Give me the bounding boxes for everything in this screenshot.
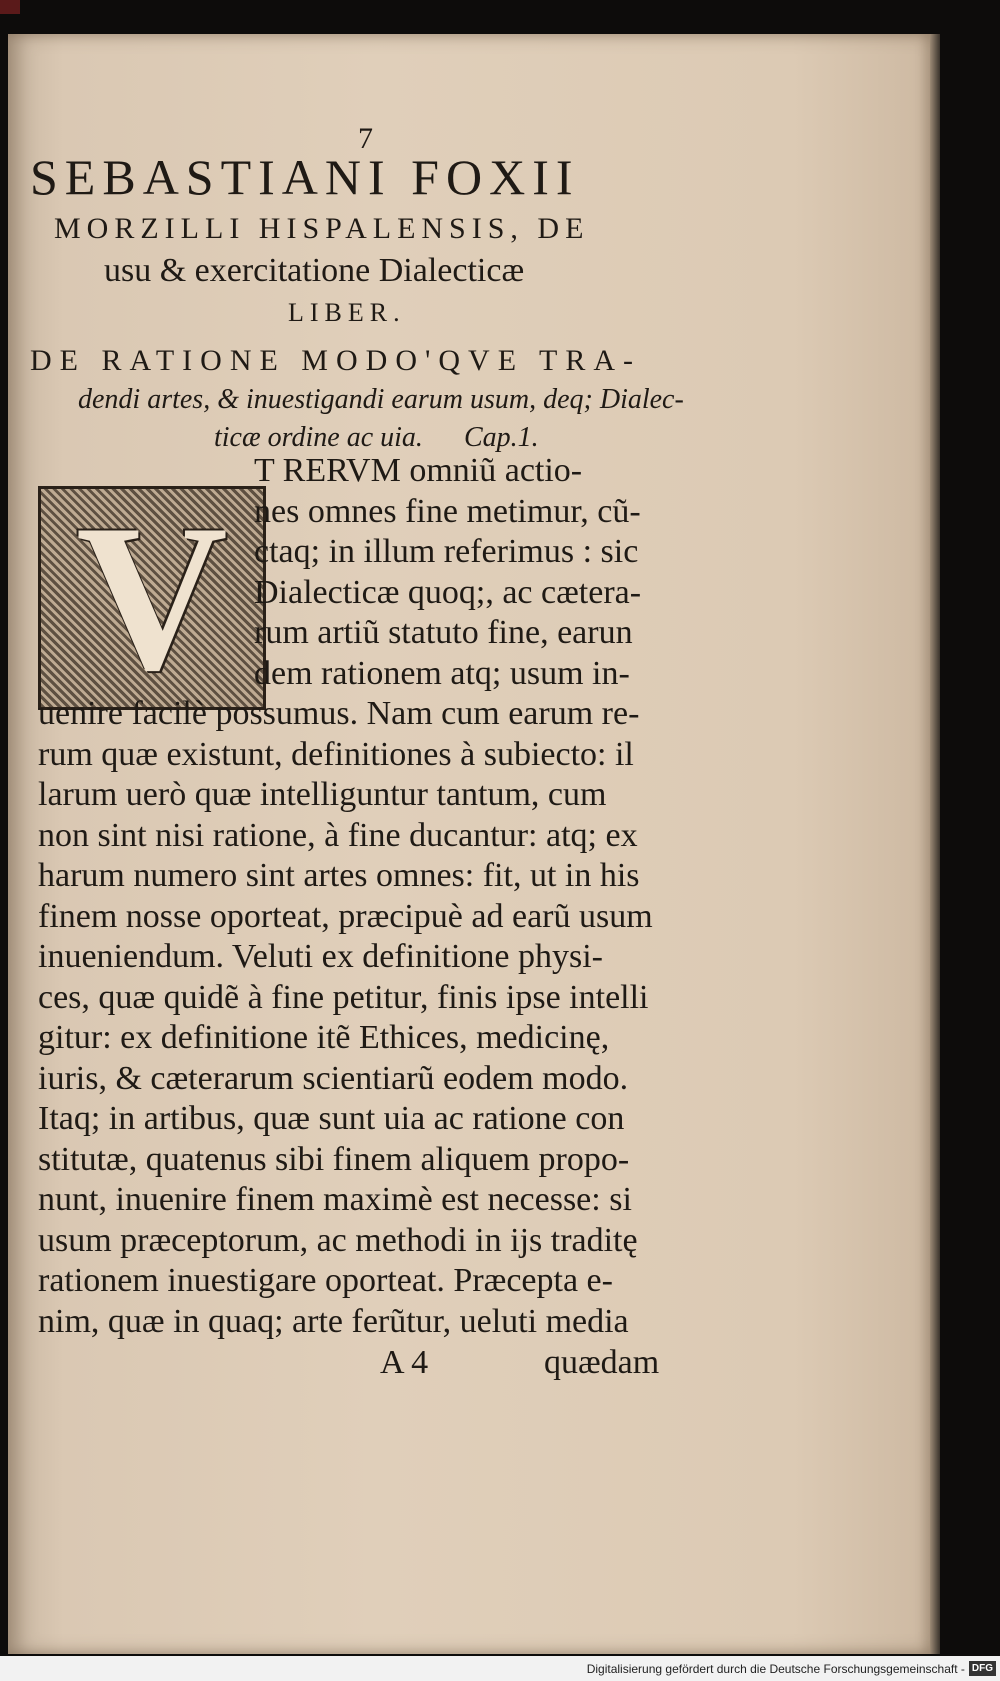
body-line: harum numero sint artes omnes: fit, ut in his xyxy=(38,857,640,894)
title-line-3: usu & exercitatione Dialecticæ xyxy=(104,252,525,289)
chapter-heading-line-3-text: ticæ ordine ac uia. xyxy=(214,422,423,453)
title-line-2: MORZILLI HISPALENSIS, DE xyxy=(54,212,590,245)
chapter-heading-line-3 xyxy=(214,424,539,452)
chapter-heading-line-2: dendi artes, & inuestigandi earum usum, deq; Dialec- xyxy=(78,384,684,415)
body-line: rum artiũ statuto fine, earun xyxy=(254,614,633,651)
scanned-page xyxy=(8,34,930,1654)
body-line: uenire facilè possumus. Nam cum earum re- xyxy=(38,695,640,732)
footer-bar xyxy=(0,1656,1000,1681)
initial-letter: V xyxy=(76,481,228,714)
body-line: non sint nisi ratione, à fine ducantur: atq; ex xyxy=(38,816,638,854)
title-line-1: SEBASTIANI FOXII xyxy=(30,149,580,205)
signature-mark: A 4 xyxy=(380,1344,429,1381)
body-line: stitutæ, quatenus sibi finem aliquem propo- xyxy=(38,1140,630,1178)
body-line: Dialecticæ quoq;, ac cætera- xyxy=(254,573,642,611)
body-line: usum præceptorum, ac methodi in ijs traditę xyxy=(38,1221,638,1259)
dfg-logo: DFG xyxy=(969,1661,996,1676)
body-line: T RERVM omniũ actio- xyxy=(254,452,583,489)
body-line: rationem inuestigare oporteat. Præcepta e- xyxy=(38,1262,613,1299)
body-line: rum quæ existunt, definitiones à subiecto: il xyxy=(38,735,634,773)
title-line-4: LIBER. xyxy=(288,298,406,327)
chapter-label: Cap.1. xyxy=(463,422,539,453)
footer-text: Digitalisierung gefördert durch die Deutsche Forschungsgemeinschaft - xyxy=(586,1661,965,1676)
body-line: larum uerò quæ intelliguntur tantum, cum xyxy=(38,776,607,813)
catchword: quædam xyxy=(544,1344,660,1381)
decorated-initial xyxy=(38,481,266,714)
body-line: nim, quæ in quaq; arte ferũtur, ueluti media xyxy=(38,1302,629,1340)
body-line: gitur: ex definitione itẽ Ethices, medicinę, xyxy=(38,1019,610,1056)
body-line: iuris, & cæterarum scientiarũ eodem modo. xyxy=(38,1059,629,1097)
corner-marker xyxy=(0,0,20,14)
body-line: finem nosse oporteat, præcipuè ad earũ usum xyxy=(38,897,653,935)
body-line: nes omnes fine metimur, cũ- xyxy=(254,492,641,530)
folio-number: 7 xyxy=(358,122,373,155)
body-line: Itaq; in artibus, quæ sunt uia ac ratione con xyxy=(38,1100,625,1137)
body-line: ctaq; in illum referimus : sic xyxy=(254,533,639,570)
body-line: nunt, inuenire finem maximè est necesse: si xyxy=(38,1181,632,1218)
body-line: ces, quæ quidẽ à fine petitur, finis ipse intelli xyxy=(38,978,649,1016)
page-edge xyxy=(930,34,940,1654)
body-line: dem rationem atq; usum in- xyxy=(254,654,630,692)
chapter-heading-line-1: DE RATIONE MODO'QVE TRA- xyxy=(30,344,641,377)
body-line: inueniendum. Veluti ex definitione physi- xyxy=(38,938,604,975)
